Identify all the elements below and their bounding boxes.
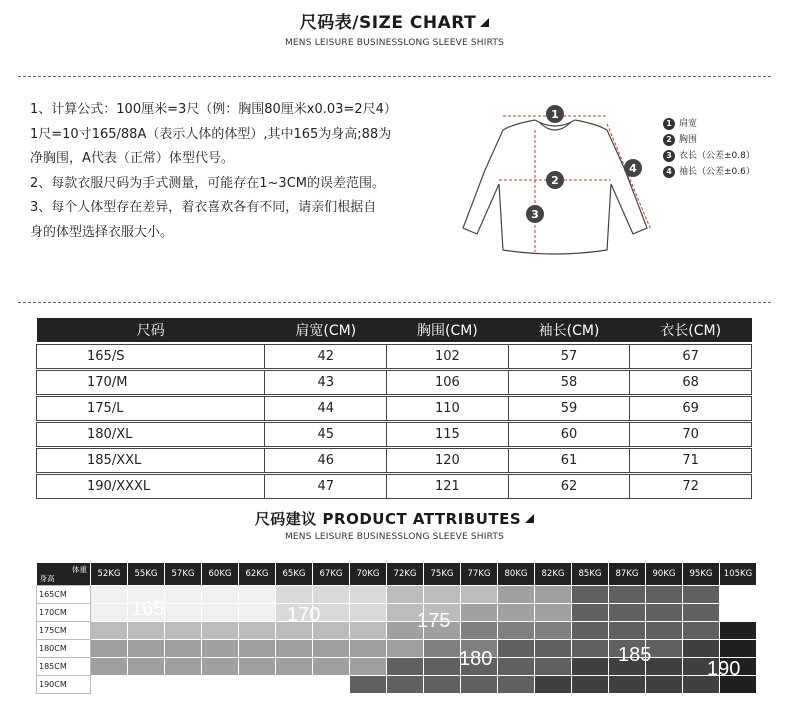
- note-line: 2、每款衣服尺码为手式测量，可能存在1~3CM的误差范围。: [30, 175, 385, 191]
- fit-cell: [350, 585, 387, 603]
- divider: [18, 302, 771, 303]
- fit-cell: [387, 657, 424, 675]
- table-cell: 45: [265, 422, 387, 446]
- fit-label: 165: [131, 598, 165, 620]
- legend-number: 4: [663, 166, 675, 178]
- fit-label: 170: [287, 604, 321, 626]
- marker-3-label: 3: [531, 208, 539, 221]
- fit-cell: [202, 621, 239, 639]
- corner-cell: [37, 563, 91, 585]
- fit-cell: [535, 621, 572, 639]
- fit-cell: [350, 621, 387, 639]
- legend-label: 袖长（公差±0.6）: [679, 167, 755, 177]
- weight-header: 62KG: [239, 563, 276, 585]
- marker-2-label: 2: [551, 174, 559, 187]
- weight-header: 95KG: [683, 563, 720, 585]
- fit-cell: [350, 657, 387, 675]
- fit-cell: [202, 585, 239, 603]
- fit-cell: [313, 675, 350, 693]
- fit-cell: [350, 639, 387, 657]
- fit-cell: [535, 639, 572, 657]
- fit-cell: [461, 675, 498, 693]
- corner-weight-label: 体重: [72, 565, 87, 574]
- table-cell: 106: [387, 370, 509, 394]
- corner-height-label: 身高: [39, 573, 55, 583]
- fit-cell: [202, 639, 239, 657]
- fit-cell: [202, 657, 239, 675]
- fit-cell: [276, 675, 313, 693]
- fit-cell: [239, 603, 276, 621]
- attributes-subtitle: MENS LEISURE BUSINESSLONG SLEEVE SHIRTS: [284, 532, 505, 542]
- height-label: 175CM: [37, 621, 91, 639]
- fit-cell: [313, 585, 350, 603]
- fit-cell: [239, 621, 276, 639]
- marker-4-label: 4: [629, 162, 637, 175]
- fit-cell: [276, 639, 313, 657]
- marker-1-label: 1: [551, 108, 559, 121]
- fit-cell: [239, 657, 276, 675]
- table-cell: 67: [630, 344, 752, 368]
- triangle-icon: [525, 514, 534, 523]
- weight-header: 77KG: [461, 563, 498, 585]
- weight-header: 70KG: [350, 563, 387, 585]
- column-header: 肩宽(CM): [265, 318, 387, 342]
- fit-cell: [535, 585, 572, 603]
- fit-cell: [424, 639, 461, 657]
- fit-cell: [313, 657, 350, 675]
- legend-label: 衣长（公差±0.8）: [679, 151, 755, 161]
- attributes-title-text: 尺码建议 PRODUCT ATTRIBUTES: [254, 510, 522, 528]
- fit-cell: [646, 675, 683, 693]
- table-cell: 47: [265, 474, 387, 498]
- weight-header: 105KG: [720, 563, 757, 585]
- fit-cell: [91, 603, 128, 621]
- fit-cell: [609, 621, 646, 639]
- fit-cell: [498, 657, 535, 675]
- height-row: [37, 675, 757, 693]
- fit-cell: [91, 621, 128, 639]
- shirt-diagram: [455, 100, 655, 265]
- fit-cell: [313, 639, 350, 657]
- legend-label: 肩宽: [679, 119, 698, 129]
- diagram-legend: [663, 116, 755, 180]
- divider: [18, 76, 771, 77]
- height-row: [37, 621, 757, 639]
- table-cell: 165/S: [37, 344, 265, 368]
- weight-header: 57KG: [165, 563, 202, 585]
- fit-cell: [128, 657, 165, 675]
- fit-cell: [387, 675, 424, 693]
- page-subtitle: MENS LEISURE BUSINESSLONG SLEEVE SHIRTS: [284, 38, 505, 48]
- fit-cell: [165, 639, 202, 657]
- fit-cell: [202, 603, 239, 621]
- table-cell: 102: [387, 344, 509, 368]
- fit-cell: [646, 585, 683, 603]
- fit-cell: [91, 585, 128, 603]
- table-cell: 175/L: [37, 396, 265, 420]
- legend-number: 1: [663, 118, 675, 130]
- fit-cell: [498, 585, 535, 603]
- table-row: [37, 422, 752, 446]
- table-cell: 71: [630, 448, 752, 472]
- table-cell: 59: [508, 396, 630, 420]
- size-notes: [30, 98, 470, 245]
- note-line: 1尺=10寸165/88A（表示人体的体型）,其中165为身高;88为: [30, 126, 392, 142]
- fit-cell: [535, 603, 572, 621]
- column-header: 尺码: [37, 318, 265, 342]
- column-header: 衣长(CM): [630, 318, 752, 342]
- legend-item: [663, 116, 755, 132]
- fit-cell: [646, 621, 683, 639]
- fit-cell: [498, 675, 535, 693]
- fit-cell: [239, 639, 276, 657]
- page-title: [0, 8, 789, 33]
- height-label: 185CM: [37, 657, 91, 675]
- fit-cell: [239, 585, 276, 603]
- fit-cell: [165, 675, 202, 693]
- table-row: [37, 448, 752, 472]
- column-header: 袖长(CM): [508, 318, 630, 342]
- legend-number: 2: [663, 134, 675, 146]
- table-cell: 61: [508, 448, 630, 472]
- legend-label: 胸围: [679, 135, 698, 145]
- table-cell: 58: [508, 370, 630, 394]
- fit-cell: [683, 585, 720, 603]
- legend-number: 3: [663, 150, 675, 162]
- table-cell: 121: [387, 474, 509, 498]
- fit-cell: [128, 639, 165, 657]
- fit-cell: [720, 585, 757, 603]
- weight-header: 67KG: [313, 563, 350, 585]
- table-cell: 42: [265, 344, 387, 368]
- note-line: 1、计算公式：100厘米=3尺（例：胸围80厘米x0.03=2尺4）: [30, 102, 397, 117]
- fit-cell: [165, 621, 202, 639]
- fit-cell: [387, 639, 424, 657]
- weight-header: 55KG: [128, 563, 165, 585]
- fit-label: 185: [618, 644, 652, 666]
- table-row: [37, 370, 752, 394]
- fit-cell: [720, 639, 757, 657]
- weight-header: 87KG: [609, 563, 646, 585]
- table-cell: 180/XL: [37, 422, 265, 446]
- fit-cell: [424, 675, 461, 693]
- fit-cell: [276, 585, 313, 603]
- height-label: 165CM: [37, 585, 91, 603]
- table-cell: 43: [265, 370, 387, 394]
- fit-cell: [165, 657, 202, 675]
- fit-cell: [350, 603, 387, 621]
- weight-header: 60KG: [202, 563, 239, 585]
- fit-cell: [498, 639, 535, 657]
- fit-cell: [91, 657, 128, 675]
- fit-cell: [572, 639, 609, 657]
- weight-header: 80KG: [498, 563, 535, 585]
- fit-cell: [461, 585, 498, 603]
- note-line: 净胸围，A代表（正常）体型代号。: [30, 151, 234, 166]
- legend-item: [663, 148, 755, 164]
- triangle-icon: [480, 18, 489, 27]
- fit-cell: [202, 675, 239, 693]
- weight-header: 82KG: [535, 563, 572, 585]
- fit-cell: [165, 585, 202, 603]
- fit-cell: [720, 603, 757, 621]
- table-cell: 185/XXL: [37, 448, 265, 472]
- table-cell: 57: [508, 344, 630, 368]
- table-cell: 190/XXXL: [37, 474, 265, 498]
- fit-cell: [498, 603, 535, 621]
- fit-cell: [572, 657, 609, 675]
- height-label: 180CM: [37, 639, 91, 657]
- title-text: 尺码表/SIZE CHART: [299, 13, 477, 33]
- table-cell: 120: [387, 448, 509, 472]
- height-label: 170CM: [37, 603, 91, 621]
- fit-label: 180: [459, 648, 493, 670]
- fit-cell: [165, 603, 202, 621]
- weight-header: 72KG: [387, 563, 424, 585]
- fit-cell: [572, 621, 609, 639]
- height-label: 190CM: [37, 675, 91, 693]
- fit-cell: [535, 657, 572, 675]
- fit-cell: [609, 585, 646, 603]
- table-cell: 62: [508, 474, 630, 498]
- fit-label: 175: [417, 610, 451, 632]
- fit-cell: [91, 675, 128, 693]
- weight-header-row: [37, 563, 757, 585]
- fit-cell: [461, 621, 498, 639]
- fit-cell: [350, 675, 387, 693]
- fit-cell: [609, 603, 646, 621]
- table-cell: 44: [265, 396, 387, 420]
- weight-header: 65KG: [276, 563, 313, 585]
- fit-cell: [424, 585, 461, 603]
- legend-item: [663, 164, 755, 180]
- size-table: [36, 318, 752, 499]
- size-table-header: [37, 318, 752, 342]
- fit-cell: [720, 621, 757, 639]
- table-row: [37, 474, 752, 498]
- table-row: [37, 396, 752, 420]
- table-cell: 72: [630, 474, 752, 498]
- attributes-title: [0, 508, 789, 529]
- fit-cell: [683, 639, 720, 657]
- diagram-markers: [526, 105, 642, 223]
- table-cell: 115: [387, 422, 509, 446]
- note-line: 身的体型选择衣服大小。: [30, 224, 174, 240]
- table-cell: 69: [630, 396, 752, 420]
- fit-cell: [239, 675, 276, 693]
- fit-cell: [572, 603, 609, 621]
- table-cell: 170/M: [37, 370, 265, 394]
- weight-header: 52KG: [91, 563, 128, 585]
- fit-cell: [646, 603, 683, 621]
- fit-cell: [572, 585, 609, 603]
- table-cell: 46: [265, 448, 387, 472]
- weight-header: 90KG: [646, 563, 683, 585]
- table-cell: 60: [508, 422, 630, 446]
- fit-grid: [36, 563, 757, 694]
- column-header: 胸围(CM): [387, 318, 509, 342]
- table-cell: 68: [630, 370, 752, 394]
- fit-cell: [683, 621, 720, 639]
- fit-cell: [609, 675, 646, 693]
- weight-header: 85KG: [572, 563, 609, 585]
- fit-cell: [498, 621, 535, 639]
- table-row: [37, 344, 752, 368]
- fit-cell: [387, 585, 424, 603]
- fit-cell: [461, 603, 498, 621]
- note-line: 3、每个人体型存在差异，着衣喜欢各有不同，请亲们根据自: [30, 200, 377, 215]
- fit-cell: [572, 675, 609, 693]
- table-cell: 70: [630, 422, 752, 446]
- fit-cell: [128, 621, 165, 639]
- fit-cell: [535, 675, 572, 693]
- fit-cell: [683, 603, 720, 621]
- fit-cell: [276, 657, 313, 675]
- weight-header: 75KG: [424, 563, 461, 585]
- fit-cell: [128, 675, 165, 693]
- fit-label: 190: [707, 658, 741, 680]
- legend-item: [663, 132, 755, 148]
- table-cell: 110: [387, 396, 509, 420]
- fit-cell: [424, 657, 461, 675]
- fit-cell: [91, 639, 128, 657]
